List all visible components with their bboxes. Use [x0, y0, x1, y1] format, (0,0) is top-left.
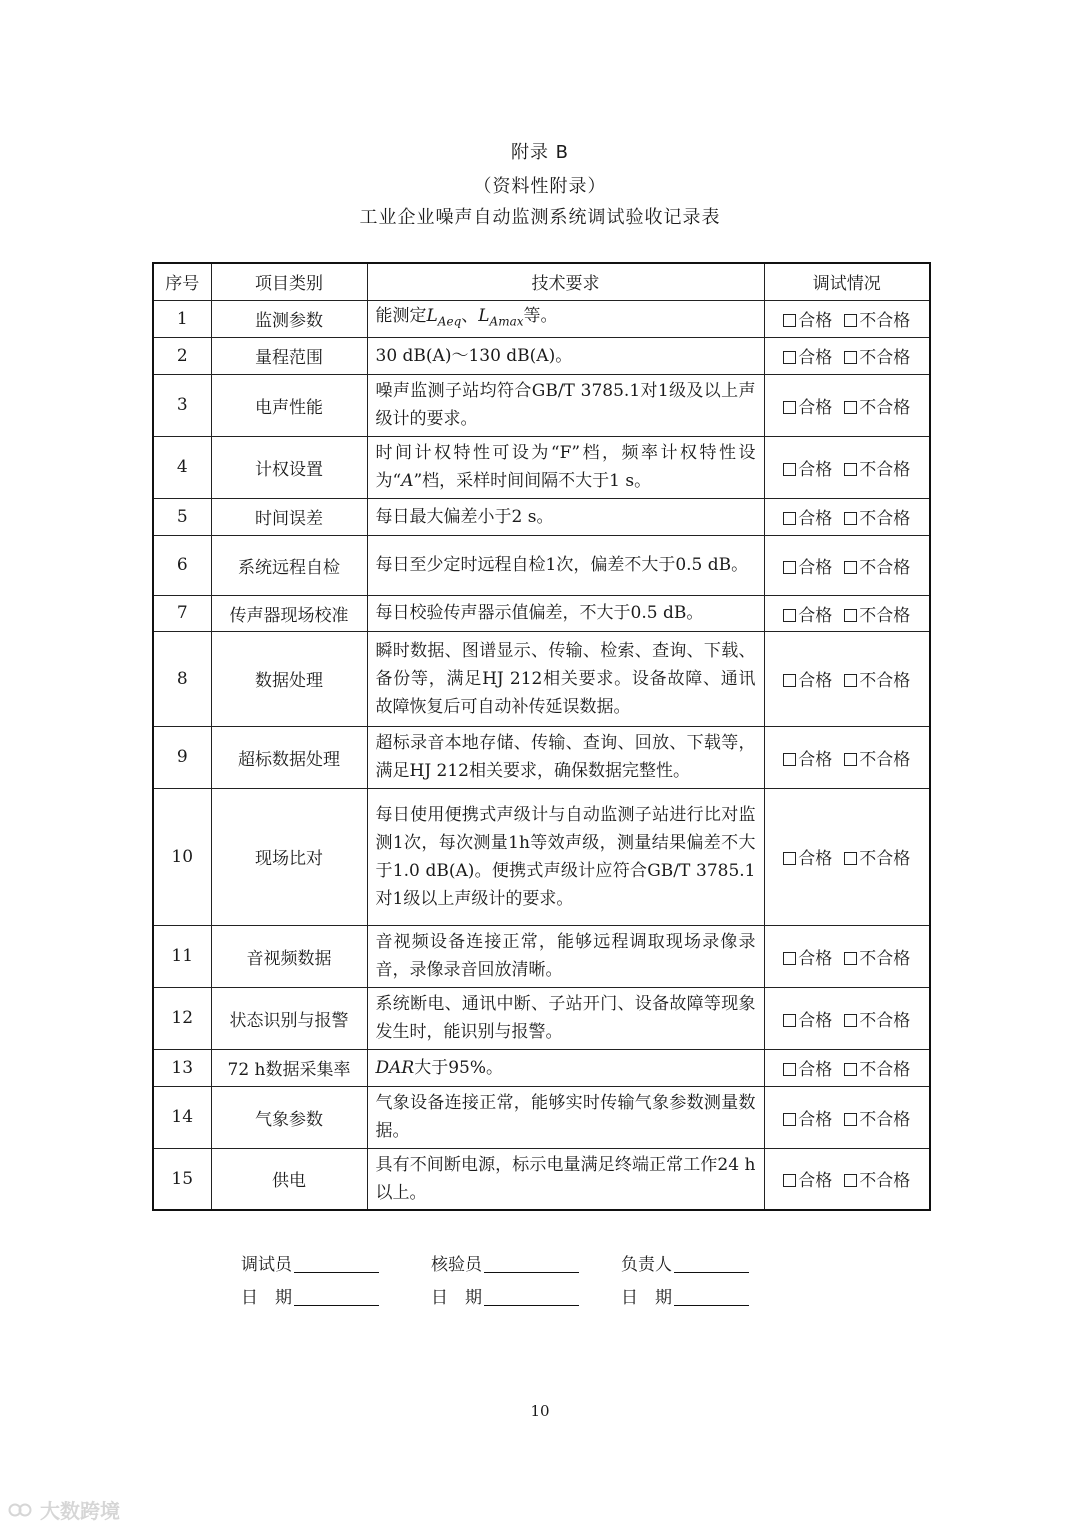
watermark — [8, 1495, 120, 1524]
pass-checkbox[interactable] — [783, 1063, 796, 1076]
row-no: 2 — [153, 337, 211, 374]
supervisor-date — [621, 1283, 749, 1308]
fail-checkbox[interactable] — [844, 1174, 857, 1187]
fail-checkbox[interactable] — [844, 561, 857, 574]
col-header-category: 项目类别 — [211, 263, 367, 300]
row-requirement: DAR大于95%。 — [367, 1049, 764, 1086]
row-result: 合格 不合格 — [764, 337, 930, 374]
row-requirement: 每日使用便携式声级计与自动监测子站进行比对监测1次，每次测量1h等效声级，测量结果偏差不大于1.0 dB(A)。便携式声级计应符合GB/T 3785.1对1级以上声级计的要求。 — [367, 788, 764, 925]
row-result: 合格 不合格 — [764, 788, 930, 925]
row-category: 监测参数 — [211, 300, 367, 337]
pass-checkbox[interactable] — [783, 609, 796, 622]
pass-checkbox[interactable] — [783, 753, 796, 766]
row-category: 供电 — [211, 1148, 367, 1210]
fail-checkbox[interactable] — [844, 753, 857, 766]
row-requirement: 系统断电、通讯中断、子站开门、设备故障等现象发生时，能识别与报警。 — [367, 987, 764, 1049]
row-no: 6 — [153, 535, 211, 595]
fail-checkbox[interactable] — [844, 1063, 857, 1076]
row-no: 3 — [153, 374, 211, 436]
row-category: 数据处理 — [211, 631, 367, 726]
fail-checkbox[interactable] — [844, 512, 857, 525]
fail-checkbox[interactable] — [844, 463, 857, 476]
table-row — [153, 535, 930, 595]
document-title: 工业企业噪声自动监测系统调试验收记录表 — [359, 207, 721, 228]
pass-checkbox[interactable] — [783, 561, 796, 574]
row-requirement: 每日最大偏差小于2 s。 — [367, 498, 764, 535]
fail-checkbox[interactable] — [844, 401, 857, 414]
fail-checkbox[interactable] — [844, 351, 857, 364]
col-header-requirement: 技术要求 — [367, 263, 764, 300]
date-label: 日 期 — [431, 1288, 482, 1308]
tester-label: 调试员 — [241, 1255, 292, 1275]
table-row — [153, 726, 930, 788]
pass-checkbox[interactable] — [783, 952, 796, 965]
pass-checkbox[interactable] — [783, 1014, 796, 1027]
watermark-logo-icon — [8, 1501, 34, 1519]
supervisor-signature — [621, 1250, 749, 1275]
row-result: 合格 不合格 — [764, 925, 930, 987]
table-row — [153, 788, 930, 925]
row-result: 合格 不合格 — [764, 1049, 930, 1086]
pass-checkbox[interactable] — [783, 401, 796, 414]
row-result: 合格 不合格 — [764, 1086, 930, 1148]
pass-checkbox[interactable] — [783, 852, 796, 865]
page-number: 10 — [530, 1402, 550, 1420]
row-category: 时间误差 — [211, 498, 367, 535]
fail-checkbox[interactable] — [844, 1014, 857, 1027]
pass-checkbox[interactable] — [783, 512, 796, 525]
row-requirement: 30 dB(A)～130 dB(A)。 — [367, 337, 764, 374]
table-row — [153, 374, 930, 436]
verifier-label: 核验员 — [431, 1255, 482, 1275]
row-requirement: 每日至少定时远程自检1次，偏差不大于0.5 dB。 — [367, 535, 764, 595]
table-row — [153, 1086, 930, 1148]
row-requirement: 瞬时数据、图谱显示、传输、检索、查询、下载、备份等，满足HJ 212相关要求。设备故障、通讯故障恢复后可自动补传延误数据。 — [367, 631, 764, 726]
row-requirement: 具有不间断电源，标示电量满足终端正常工作24 h以上。 — [367, 1148, 764, 1210]
watermark-text: 大数跨境 — [40, 1499, 120, 1523]
table-row — [153, 1049, 930, 1086]
supervisor-signature-line[interactable] — [674, 1271, 749, 1273]
pass-checkbox[interactable] — [783, 674, 796, 687]
row-category: 现场比对 — [211, 788, 367, 925]
table-row — [153, 925, 930, 987]
pass-checkbox[interactable] — [783, 1174, 796, 1187]
row-no: 13 — [153, 1049, 211, 1086]
row-no: 14 — [153, 1086, 211, 1148]
row-no: 8 — [153, 631, 211, 726]
row-result: 合格 不合格 — [764, 595, 930, 631]
pass-checkbox[interactable] — [783, 463, 796, 476]
supervisor-date-line[interactable] — [674, 1304, 749, 1306]
date-label: 日 期 — [621, 1288, 672, 1308]
table-header-row — [153, 263, 930, 300]
row-requirement: 气象设备连接正常，能够实时传输气象参数测量数据。 — [367, 1086, 764, 1148]
table-row — [153, 300, 930, 337]
row-no: 12 — [153, 987, 211, 1049]
row-category: 72 h数据采集率 — [211, 1049, 367, 1086]
table-row — [153, 498, 930, 535]
table-row — [153, 1148, 930, 1210]
fail-checkbox[interactable] — [844, 609, 857, 622]
fail-checkbox[interactable] — [844, 1113, 857, 1126]
row-requirement: 音视频设备连接正常，能够远程调取现场录像录音，录像录音回放清晰。 — [367, 925, 764, 987]
verifier-signature — [431, 1250, 579, 1275]
appendix-label: 附录 B — [510, 142, 570, 163]
row-result: 合格 不合格 — [764, 436, 930, 498]
date-label: 日 期 — [241, 1288, 292, 1308]
tester-date — [241, 1283, 379, 1308]
row-result: 合格 不合格 — [764, 498, 930, 535]
row-category: 电声性能 — [211, 374, 367, 436]
row-no: 11 — [153, 925, 211, 987]
fail-checkbox[interactable] — [844, 674, 857, 687]
row-no: 4 — [153, 436, 211, 498]
row-requirement: 每日校验传声器示值偏差，不大于0.5 dB。 — [367, 595, 764, 631]
row-result: 合格 不合格 — [764, 987, 930, 1049]
row-category: 音视频数据 — [211, 925, 367, 987]
row-result: 合格 不合格 — [764, 1148, 930, 1210]
row-requirement: 能测定$L_{Aeq}$、$L_{Amax}$等。 — [367, 300, 764, 337]
table-row — [153, 631, 930, 726]
verifier-signature-line[interactable] — [484, 1271, 579, 1273]
row-no: 5 — [153, 498, 211, 535]
tester-date-line[interactable] — [294, 1304, 379, 1306]
row-no: 1 — [153, 300, 211, 337]
table-row — [153, 337, 930, 374]
col-header-result: 调试情况 — [764, 263, 930, 300]
row-category: 计权设置 — [211, 436, 367, 498]
fail-checkbox[interactable] — [844, 952, 857, 965]
appendix-note: （资料性附录） — [473, 176, 607, 197]
record-table — [152, 262, 931, 1211]
verifier-date-line[interactable] — [484, 1304, 579, 1306]
row-result: 合格 不合格 — [764, 535, 930, 595]
row-category: 状态识别与报警 — [211, 987, 367, 1049]
pass-checkbox[interactable] — [783, 351, 796, 364]
row-category: 气象参数 — [211, 1086, 367, 1148]
supervisor-label: 负责人 — [621, 1255, 672, 1275]
row-no: 7 — [153, 595, 211, 631]
fail-checkbox[interactable] — [844, 852, 857, 865]
row-category: 传声器现场校准 — [211, 595, 367, 631]
row-requirement: 时间计权特性可设为“F”档，频率计权特性设为“A”档，采样时间间隔不大于1 s。 — [367, 436, 764, 498]
tester-signature-line[interactable] — [294, 1271, 379, 1273]
row-no: 10 — [153, 788, 211, 925]
row-requirement: 噪声监测子站均符合GB/T 3785.1对1级及以上声级计的要求。 — [367, 374, 764, 436]
row-result: 合格 不合格 — [764, 631, 930, 726]
table-row — [153, 987, 930, 1049]
tester-signature — [241, 1250, 379, 1275]
row-no: 15 — [153, 1148, 211, 1210]
row-result: 合格 不合格 — [764, 726, 930, 788]
row-requirement: 超标录音本地存储、传输、查询、回放、下载等，满足HJ 212相关要求，确保数据完整性。 — [367, 726, 764, 788]
row-result: 合格 不合格 — [764, 374, 930, 436]
row-category: 系统远程自检 — [211, 535, 367, 595]
table-row — [153, 436, 930, 498]
row-category: 量程范围 — [211, 337, 367, 374]
row-no: 9 — [153, 726, 211, 788]
table-row — [153, 595, 930, 631]
pass-checkbox[interactable] — [783, 314, 796, 327]
pass-checkbox[interactable] — [783, 1113, 796, 1126]
row-result: 合格 不合格 — [764, 300, 930, 337]
fail-checkbox[interactable] — [844, 314, 857, 327]
col-header-no: 序号 — [153, 263, 211, 300]
verifier-date — [431, 1283, 579, 1308]
row-category: 超标数据处理 — [211, 726, 367, 788]
